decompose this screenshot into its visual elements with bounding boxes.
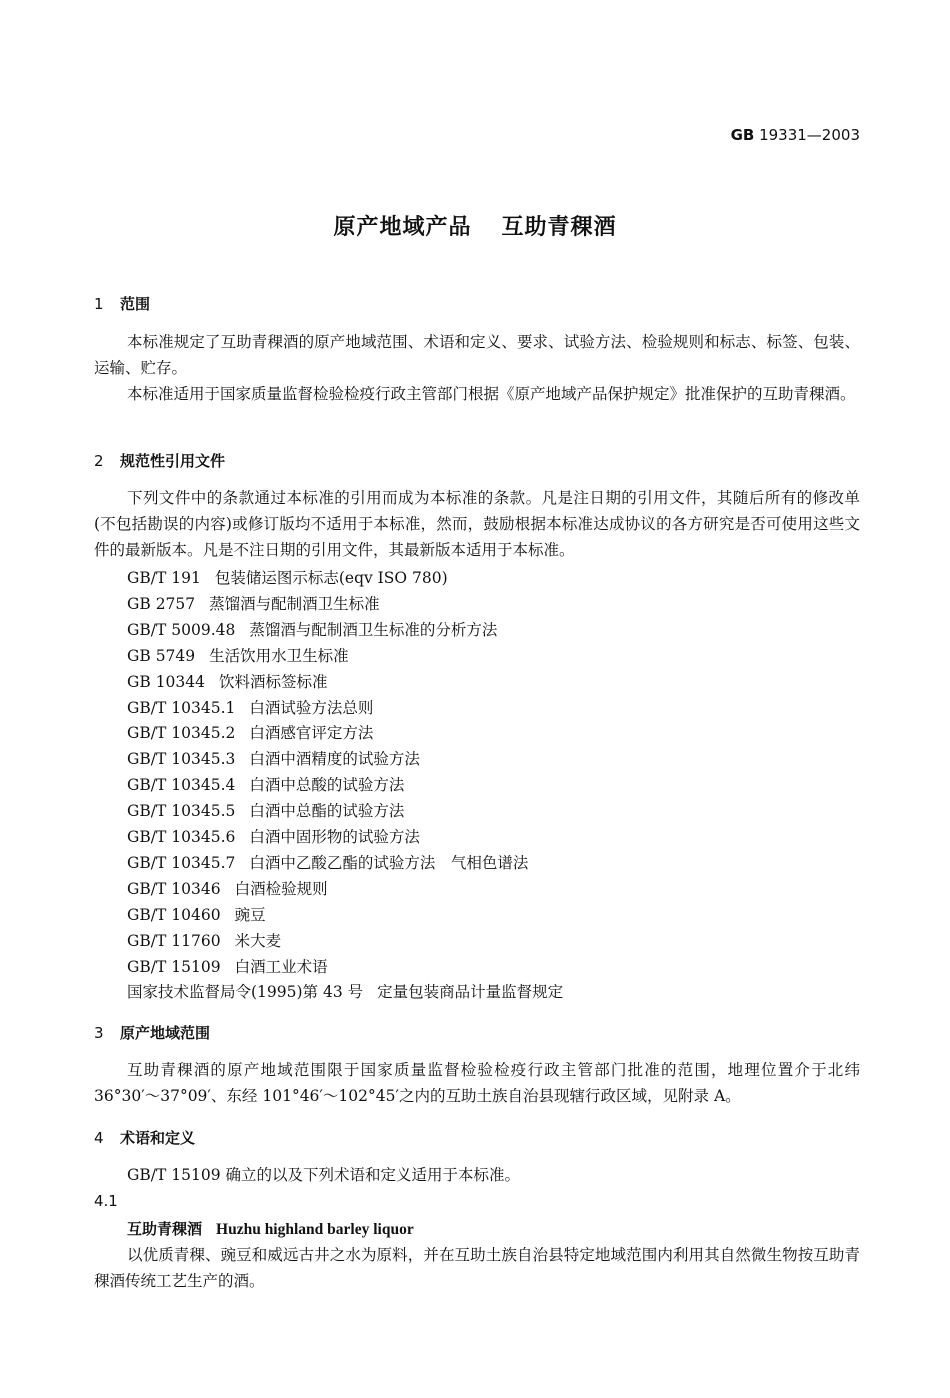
reference-title: 生活饮用水卫生标准 — [209, 646, 349, 665]
paragraph: 本标准适用于国家质量监督检验检疫行政主管部门根据《原产地域产品保护规定》批准保护的互助青稞酒。 — [127, 385, 856, 403]
reference-code: GB/T 10460 — [127, 905, 221, 924]
reference-title: 白酒中总酸的试验方法 — [249, 776, 405, 795]
reference-title: 白酒中总酯的试验方法 — [249, 802, 405, 821]
reference-code: 国家技术监督局令(1995)第 43 号 — [127, 983, 364, 1002]
reference-item — [127, 773, 404, 795]
reference-title: 包装储运图示标志(eqv ISO 780) — [214, 569, 448, 587]
reference-item — [127, 566, 448, 588]
reference-item — [127, 747, 420, 769]
section-2-heading: 2 规范性引用文件 — [94, 452, 226, 470]
reference-item — [127, 670, 328, 692]
reference-code: GB 10344 — [127, 672, 206, 691]
reference-item — [127, 799, 404, 821]
term-chinese: 互助青稞酒 — [127, 1220, 203, 1238]
reference-item — [127, 721, 373, 743]
reference-code: GB 5749 — [127, 646, 196, 665]
reference-code: GB/T 10345.4 — [127, 776, 236, 795]
reference-code: GB/T 10345.2 — [127, 724, 236, 743]
reference-code: GB/T 191 — [127, 569, 201, 587]
reference-code: GB/T 10345.7 — [127, 853, 236, 872]
section-4-body — [94, 1162, 860, 1188]
reference-item — [127, 592, 380, 614]
reference-code: GB/T 11760 — [127, 931, 221, 950]
reference-title: 白酒中乙酸乙酯的试验方法 气相色谱法 — [249, 853, 529, 872]
reference-item — [127, 903, 266, 925]
reference-title: 白酒中酒精度的试验方法 — [249, 750, 420, 769]
paragraph: 互助青稞酒的原产地域范围限于国家质量监督检验检疫行政主管部门批准的范围，地理位置介于北纬 36°30′～37°09′、东经 101°46′～102°45′之内的互助土族自治县现辖行政区域，见附录 A。 — [94, 1061, 860, 1105]
term-heading — [127, 1218, 414, 1239]
reference-title: 白酒试验方法总则 — [249, 698, 374, 717]
section-4-heading: 4 术语和定义 — [94, 1129, 196, 1147]
reference-item — [127, 980, 563, 1002]
section-1-heading: 1 范围 — [94, 295, 151, 313]
reference-title: 蒸馏酒与配制酒卫生标准的分析方法 — [249, 620, 498, 639]
reference-title: 白酒中固形物的试验方法 — [249, 828, 420, 846]
reference-title: 蒸馏酒与配制酒卫生标准 — [209, 594, 380, 613]
subsection-number: 4.1 — [94, 1192, 118, 1210]
reference-title: 饮料酒标签标准 — [219, 672, 328, 691]
reference-title: 豌豆 — [234, 905, 266, 924]
paragraph: 以优质青稞、豌豆和威远古井之水为原料，并在互助土族自治县特定地域范围内利用其自然微生物按互助青稞酒传统工艺生产的酒。 — [94, 1246, 860, 1290]
reference-title: 米大麦 — [234, 931, 282, 950]
reference-code: GB/T 10345.5 — [127, 802, 236, 821]
reference-code: GB/T 5009.48 — [127, 620, 236, 639]
paragraph: 下列文件中的条款通过本标准的引用而成为本标准的条款。凡是注日期的引用文件，其随后所有的修改单(不包括勘误的内容)或修订版均不适用于本标准，然而，鼓励根据本标准达成协议的各方研究是否可使用这些文件的最新版本。凡是不注日期的引用文件，其最新版本适用于本标准。 — [94, 489, 860, 559]
section-1-body — [94, 329, 860, 407]
document-title: 原产地域产品 互助青稞酒 — [333, 215, 617, 240]
reference-title: 定量包装商品计量监督规定 — [377, 983, 564, 1002]
standard-number: GB 19331—2003 — [730, 126, 860, 144]
reference-code: GB/T 10345.6 — [127, 828, 236, 846]
reference-item — [127, 644, 349, 666]
reference-code: GB 2757 — [127, 594, 196, 613]
reference-item — [127, 696, 373, 718]
reference-item — [127, 955, 328, 977]
section-2-body — [94, 485, 860, 563]
paragraph: GB/T 15109 确立的以及下列术语和定义适用于本标准。 — [127, 1166, 520, 1184]
reference-title: 白酒感官评定方法 — [249, 724, 374, 743]
reference-code: GB/T 10345.1 — [127, 698, 236, 717]
reference-item — [127, 929, 281, 951]
reference-title: 白酒工业术语 — [234, 957, 328, 976]
reference-code: GB/T 15109 — [127, 957, 221, 976]
term-english: Huzhu highland barley liquor — [216, 1221, 414, 1238]
reference-item — [127, 851, 528, 873]
section-3-heading: 3 原产地域范围 — [94, 1024, 211, 1042]
section-3-body — [94, 1057, 860, 1109]
paragraph: 本标准规定了互助青稞酒的原产地域范围、术语和定义、要求、试验方法、检验规则和标志、标签、包装、运输、贮存。 — [94, 333, 860, 377]
reference-code: GB/T 10345.3 — [127, 750, 236, 769]
reference-code: GB/T 10346 — [127, 879, 221, 898]
reference-item — [127, 825, 420, 847]
term-definition — [94, 1242, 860, 1294]
reference-title: 白酒检验规则 — [234, 879, 328, 898]
reference-item — [127, 618, 497, 640]
reference-item — [127, 877, 328, 899]
